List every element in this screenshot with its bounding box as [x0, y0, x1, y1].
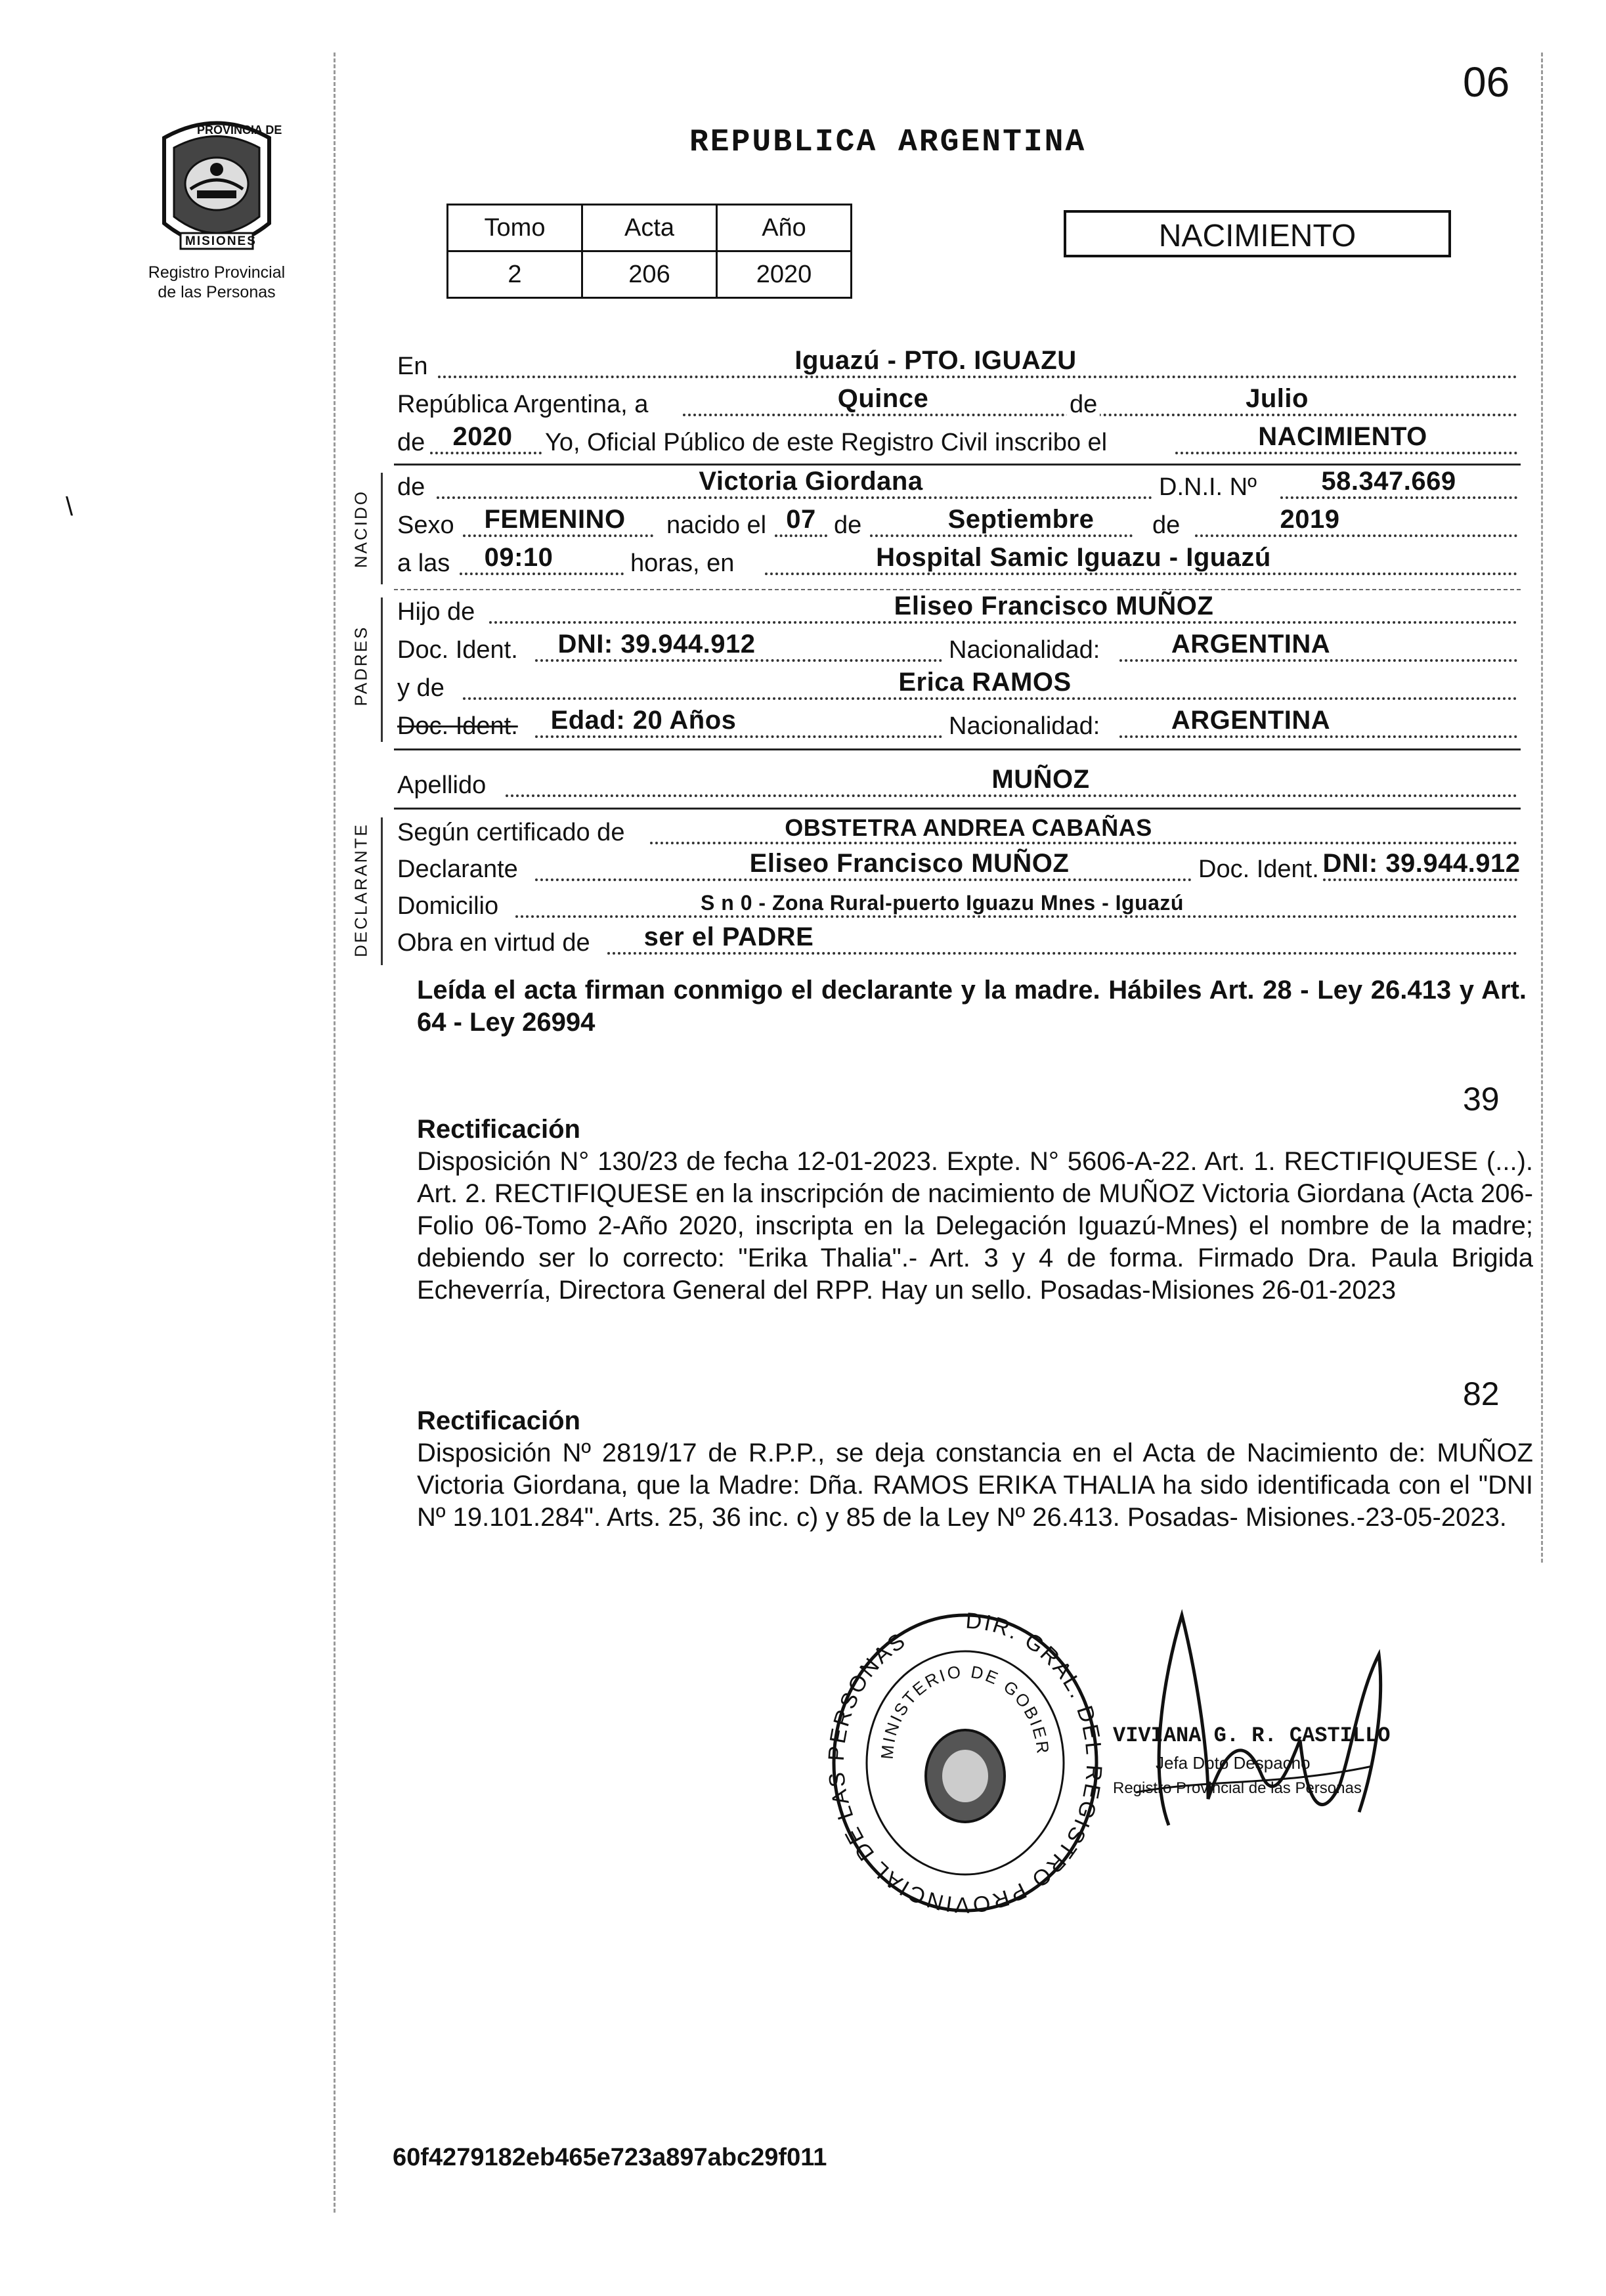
left-margin-line [334, 53, 336, 2213]
mother-nat-dots [1119, 735, 1517, 738]
declarante-dots [535, 878, 1192, 881]
mother-doc-value: Edad: 20 Años [550, 706, 737, 735]
rule-1 [394, 464, 1521, 466]
row-apellido [397, 766, 1517, 804]
mother-doc-dots [535, 735, 942, 738]
declarante-label: Declarante [397, 856, 518, 883]
domicilio-label: Domicilio [397, 892, 499, 920]
birth-year-dots [1195, 534, 1517, 537]
stamp-inner-text: MINISTERIO DE GOBIER [877, 1661, 1054, 1760]
birth-de2-label: de [1152, 511, 1181, 539]
cert-dots [650, 842, 1517, 844]
row-y-de [397, 668, 1517, 706]
en-dots [438, 376, 1517, 378]
birth-day-value: 07 [786, 505, 816, 534]
father-dots [489, 621, 1517, 624]
dni-value: 58.347.669 [1321, 467, 1456, 496]
father-doc-value: DNI: 39.944.912 [557, 630, 756, 659]
row-de-year [397, 423, 1517, 461]
rectificacion-2-text: Disposición Nº 2819/17 de R.P.P., se deja constancia en el Acta de Nacimiento de: MUÑOZ Victoria Giordana, que la Madre: Dña. RAMOS ERIKA THALIA ha sido identificada con el "DNI Nº 19.101.284". Arts. 25, 36 inc. c) y 85 de la Ley Nº 26.413. Posadas- Misiones.-23-05-2023. [417, 1439, 1533, 1532]
yo-label: Yo, Oficial Público de este Registro Civil inscribo el [545, 429, 1108, 456]
row-hijo-de [397, 592, 1517, 630]
domicilio-dots [515, 915, 1517, 918]
en-label: En [397, 353, 428, 380]
decl-doc-value: DNI: 39.944.912 [1322, 849, 1521, 878]
rectificacion-1-title: Rectificación [417, 1115, 580, 1144]
birth-month-value: Septiembre [947, 505, 1095, 534]
obra-dots [607, 952, 1517, 955]
republica-label: República Argentina, a [397, 391, 649, 418]
row-certificado [397, 813, 1517, 851]
year-value: 2020 [452, 422, 513, 451]
apellido-label: Apellido [397, 771, 487, 799]
nacido-de-label: de [397, 473, 425, 501]
father-value: Eliseo Francisco MUÑOZ [894, 592, 1214, 620]
acta-header-tomo: Tomo [448, 205, 582, 251]
dni-label: D.N.I. Nº [1159, 473, 1257, 501]
mother-dots [463, 697, 1517, 700]
acta-value-anio: 2020 [717, 251, 852, 298]
declarante-bracket [381, 817, 383, 965]
stray-mark: \ [66, 492, 74, 521]
row-mother-doc [397, 706, 1517, 745]
row-en [397, 347, 1517, 385]
acta-table [446, 204, 852, 299]
place-value: Hospital Samic Iguazu - Iguazú [876, 543, 1271, 572]
stamp-outer-text: DIR. GRAL. DEL REGISTRO PROVINCIAL DE LAS PERSONAS [823, 1608, 1107, 1917]
signature-name: VIVIANA G. R. CASTILLO [1113, 1723, 1391, 1748]
dni-dots [1280, 496, 1517, 499]
mother-nat-value: ARGENTINA [1171, 706, 1331, 735]
row-hora [397, 544, 1517, 582]
declarante-value: Eliseo Francisco MUÑOZ [749, 849, 1070, 878]
father-doc-dots [535, 659, 942, 662]
hora-dots [460, 573, 624, 575]
nacido-el-label: nacido el [666, 511, 767, 539]
declarante-section-label: DECLARANTE [351, 823, 371, 957]
closing-statement: Leída el acta firman conmigo el declarante y la madre. Hábiles Art. 28 - Ley 26.413 y Art. 64 - Ley 26994 [417, 976, 1527, 1037]
acta-value-tomo: 2 [448, 251, 582, 298]
decl-doc-dots [1323, 878, 1517, 881]
mother-nat-label: Nacionalidad: [949, 712, 1100, 740]
page-number: 06 [1463, 58, 1510, 106]
rectificacion-2-title: Rectificación [417, 1406, 580, 1435]
rectificacion-1 [417, 1114, 1533, 1307]
event-dots [1175, 452, 1517, 454]
republica-dots [683, 414, 1517, 416]
signature-role: Jefa Dpto Despacho [1156, 1753, 1311, 1773]
signature-office: Registro Provincial de las Personas [1113, 1779, 1362, 1797]
registro-label-line-2: de las Personas [158, 283, 276, 301]
row-domicilio [397, 886, 1517, 924]
seal-bottom-text: MISIONES [185, 234, 257, 248]
acta-header-acta: Acta [582, 205, 717, 251]
en-value: Iguazú - PTO. IGUAZU [794, 346, 1077, 375]
nacido-section-label: NACIDO [351, 489, 371, 569]
domicilio-value: S n 0 - Zona Rural-puerto Iguazu Mnes - Iguazú [701, 891, 1184, 915]
de-year-label: de [397, 429, 425, 456]
horas-en-label: horas, en [630, 550, 735, 577]
registro-label-line-1: Registro Provincial [148, 263, 286, 282]
row-obra [397, 923, 1517, 961]
republic-title: REPUBLICA ARGENTINA [689, 125, 1087, 160]
cert-value: OBSTETRA ANDREA CABAÑAS [785, 814, 1152, 841]
rule-2 [394, 589, 1521, 590]
padres-section-label: PADRES [351, 625, 371, 706]
row-father-doc [397, 630, 1517, 668]
cert-label: Según certificado de [397, 819, 625, 846]
de-label: de [1067, 391, 1100, 419]
father-doc-label: Doc. Ident. [397, 636, 518, 664]
acta-header-anio: Año [717, 205, 852, 251]
mother-doc-label: Doc. Ident. [397, 712, 518, 740]
seal-top-text: PROVINCIA DE [197, 123, 282, 137]
rectificacion-2 [417, 1405, 1533, 1534]
birth-month-dots [870, 534, 1133, 537]
father-nat-value: ARGENTINA [1171, 630, 1331, 659]
year-dots [430, 452, 542, 454]
sexo-label: Sexo [397, 511, 454, 539]
father-nat-label: Nacionalidad: [949, 636, 1100, 664]
signature [1110, 1576, 1412, 1865]
day-dots [775, 534, 827, 537]
official-stamp [821, 1602, 1110, 1917]
registro-label [118, 263, 315, 302]
apellido-dots [506, 794, 1517, 797]
mother-value: Erica RAMOS [898, 668, 1072, 697]
obra-value: ser el PADRE [643, 922, 814, 951]
birth-de-label: de [834, 511, 862, 539]
rule-4 [394, 808, 1521, 810]
nacido-bracket [381, 473, 383, 584]
acta-table-value-row [448, 251, 852, 298]
right-margin-line [1541, 53, 1543, 1563]
misiones-seal [151, 112, 282, 263]
month-value: Julio [1246, 384, 1309, 413]
event-value: NACIMIENTO [1258, 422, 1427, 451]
birth-year-value: 2019 [1280, 505, 1340, 534]
sexo-value: FEMENINO [484, 505, 626, 534]
rectificacion-1-text: Disposición N° 130/23 de fecha 12-01-2023. Expte. N° 5606-A-22. Art. 1. RECTIFIQUESE (...). Art. 2. RECTIFIQUESE en la inscripción de nacimiento de MUÑOZ Victoria Giordana (Acta 206-Folio 06-Tomo 2-Año 2020, inscripta en la Delegación Iguazú-Mnes) el nombre de la madre; debiendo ser lo correcto: "Erika Thalia".- Art. 3 y 4 de forma. Firmado Dra. Paula Brigida Echeverría, Directora General del RPP. Hay un sello. Posadas-Misiones 26-01-2023 [417, 1147, 1533, 1305]
y-de-label: y de [397, 674, 445, 702]
rectificacion-2-number: 82 [1463, 1375, 1500, 1412]
sexo-dots [463, 534, 653, 537]
row-sexo [397, 506, 1517, 544]
nombre-value: Victoria Giordana [699, 467, 923, 496]
apellido-value: MUÑOZ [991, 765, 1090, 794]
hijo-de-label: Hijo de [397, 598, 475, 626]
padres-bracket [381, 597, 383, 742]
row-republica [397, 385, 1517, 423]
document-hash: 60f4279182eb465e723a897abc29f011 [393, 2144, 827, 2171]
obra-label: Obra en virtud de [397, 929, 590, 957]
rectificacion-1-number: 39 [1463, 1081, 1500, 1117]
acta-value-acta: 206 [582, 251, 717, 298]
decl-doc-label: Doc. Ident. [1198, 856, 1319, 883]
father-nat-dots [1119, 659, 1517, 662]
alas-label: a las [397, 550, 450, 577]
day-value: Quince [837, 384, 929, 413]
nombre-dots [437, 496, 1152, 499]
row-declarante [397, 849, 1521, 888]
acta-table-header-row [448, 205, 852, 251]
place-dots [765, 573, 1517, 575]
doc-type-box: NACIMIENTO [1064, 210, 1451, 257]
hora-value: 09:10 [484, 543, 553, 572]
row-nacido-nombre [397, 467, 1517, 506]
rule-3 [394, 748, 1521, 750]
